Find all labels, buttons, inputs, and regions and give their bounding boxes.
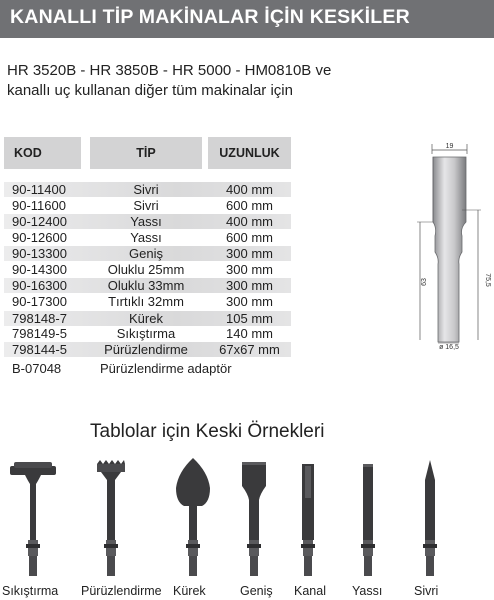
label-yassi: Yassı bbox=[352, 584, 383, 598]
row-kod: B-07048 bbox=[12, 361, 62, 376]
row-tip: Oluklu 33mm bbox=[107, 278, 185, 293]
shank-dimension-drawing bbox=[400, 140, 494, 350]
column-header-kod: KOD bbox=[4, 137, 81, 169]
dim-left-label: 63 bbox=[421, 278, 428, 286]
compatible-models: HR 3520B - HR 3850B - HR 5000 - HM0810B ve bbox=[7, 62, 332, 79]
bush-hammer-icon bbox=[95, 458, 127, 580]
row-tip: Sivri bbox=[133, 198, 159, 213]
row-uzunluk: 67x67 mm bbox=[219, 342, 280, 357]
row-kod: 90-17300 bbox=[12, 294, 67, 309]
column-header-uzunluk: UZUNLUK bbox=[208, 137, 291, 169]
row-uzunluk: 300 mm bbox=[226, 294, 273, 309]
row-uzunluk: 140 mm bbox=[226, 326, 273, 341]
row-tip: Pürüzlendirme bbox=[104, 342, 188, 357]
examples-title: Tablolar için Keski Örnekleri bbox=[90, 421, 325, 442]
spade-chisel-icon bbox=[172, 458, 214, 580]
label-sikistirma: Sıkıştırma bbox=[2, 584, 59, 598]
row-kod: 90-11600 bbox=[12, 198, 66, 213]
row-tip: Geniş bbox=[129, 246, 163, 261]
row-uzunluk: 105 mm bbox=[226, 311, 273, 326]
column-header-tip: TİP bbox=[90, 137, 202, 169]
label-sivri: Sivri bbox=[414, 584, 439, 598]
dim-right-label: 75,5 bbox=[484, 273, 491, 287]
dim-width-label: 19 bbox=[445, 143, 454, 150]
wide-chisel-icon bbox=[238, 458, 270, 580]
row-uzunluk: 400 mm bbox=[226, 214, 273, 229]
compatible-models-note: kanallı uç kullanan diğer tüm makinalar için bbox=[7, 82, 293, 99]
row-kod: 90-11400 bbox=[12, 182, 66, 197]
label-puruzlendirme: Pürüzlendirme bbox=[81, 584, 162, 598]
row-tip: Sıkıştırma bbox=[116, 326, 176, 341]
row-uzunluk: 300 mm bbox=[226, 262, 273, 277]
row-uzunluk: 300 mm bbox=[226, 246, 273, 261]
row-kod: 798148-7 bbox=[12, 311, 67, 326]
row-tip: Kürek bbox=[129, 311, 163, 326]
pointed-chisel-icon bbox=[418, 458, 442, 580]
row-uzunluk: 400 mm bbox=[226, 182, 273, 197]
row-tip: Oluklu 25mm bbox=[107, 262, 185, 277]
channel-chisel-icon bbox=[296, 458, 320, 580]
header-bar bbox=[0, 0, 494, 38]
row-kod: 90-12600 bbox=[12, 230, 67, 245]
row-kod: 798149-5 bbox=[12, 326, 67, 341]
tamper-chisel-icon bbox=[8, 458, 58, 580]
label-kurek: Kürek bbox=[173, 584, 206, 598]
row-kod: 90-12400 bbox=[12, 214, 67, 229]
dim-diameter-label: ø 16,5 bbox=[439, 344, 459, 350]
row-uzunluk: 600 mm bbox=[226, 198, 273, 213]
row-kod: 90-14300 bbox=[12, 262, 67, 277]
label-genis: Geniş bbox=[240, 584, 273, 598]
row-kod: 90-13300 bbox=[12, 246, 67, 261]
row-tip: Yassı bbox=[130, 214, 162, 229]
row-tip: Sivri bbox=[133, 182, 159, 197]
row-uzunluk: 300 mm bbox=[226, 278, 273, 293]
row-tip: Tırtıklı 32mm bbox=[108, 294, 184, 309]
row-kod: 798144-5 bbox=[12, 342, 67, 357]
label-kanal: Kanal bbox=[294, 584, 326, 598]
page-title: KANALLI TİP MAKİNALAR İÇİN KESKİLER bbox=[10, 6, 410, 28]
row-tip: Pürüzlendirme adaptör bbox=[100, 361, 232, 376]
row-uzunluk: 600 mm bbox=[226, 230, 273, 245]
row-kod: 90-16300 bbox=[12, 278, 67, 293]
row-tip: Yassı bbox=[130, 230, 162, 245]
flat-chisel-icon bbox=[356, 458, 380, 580]
